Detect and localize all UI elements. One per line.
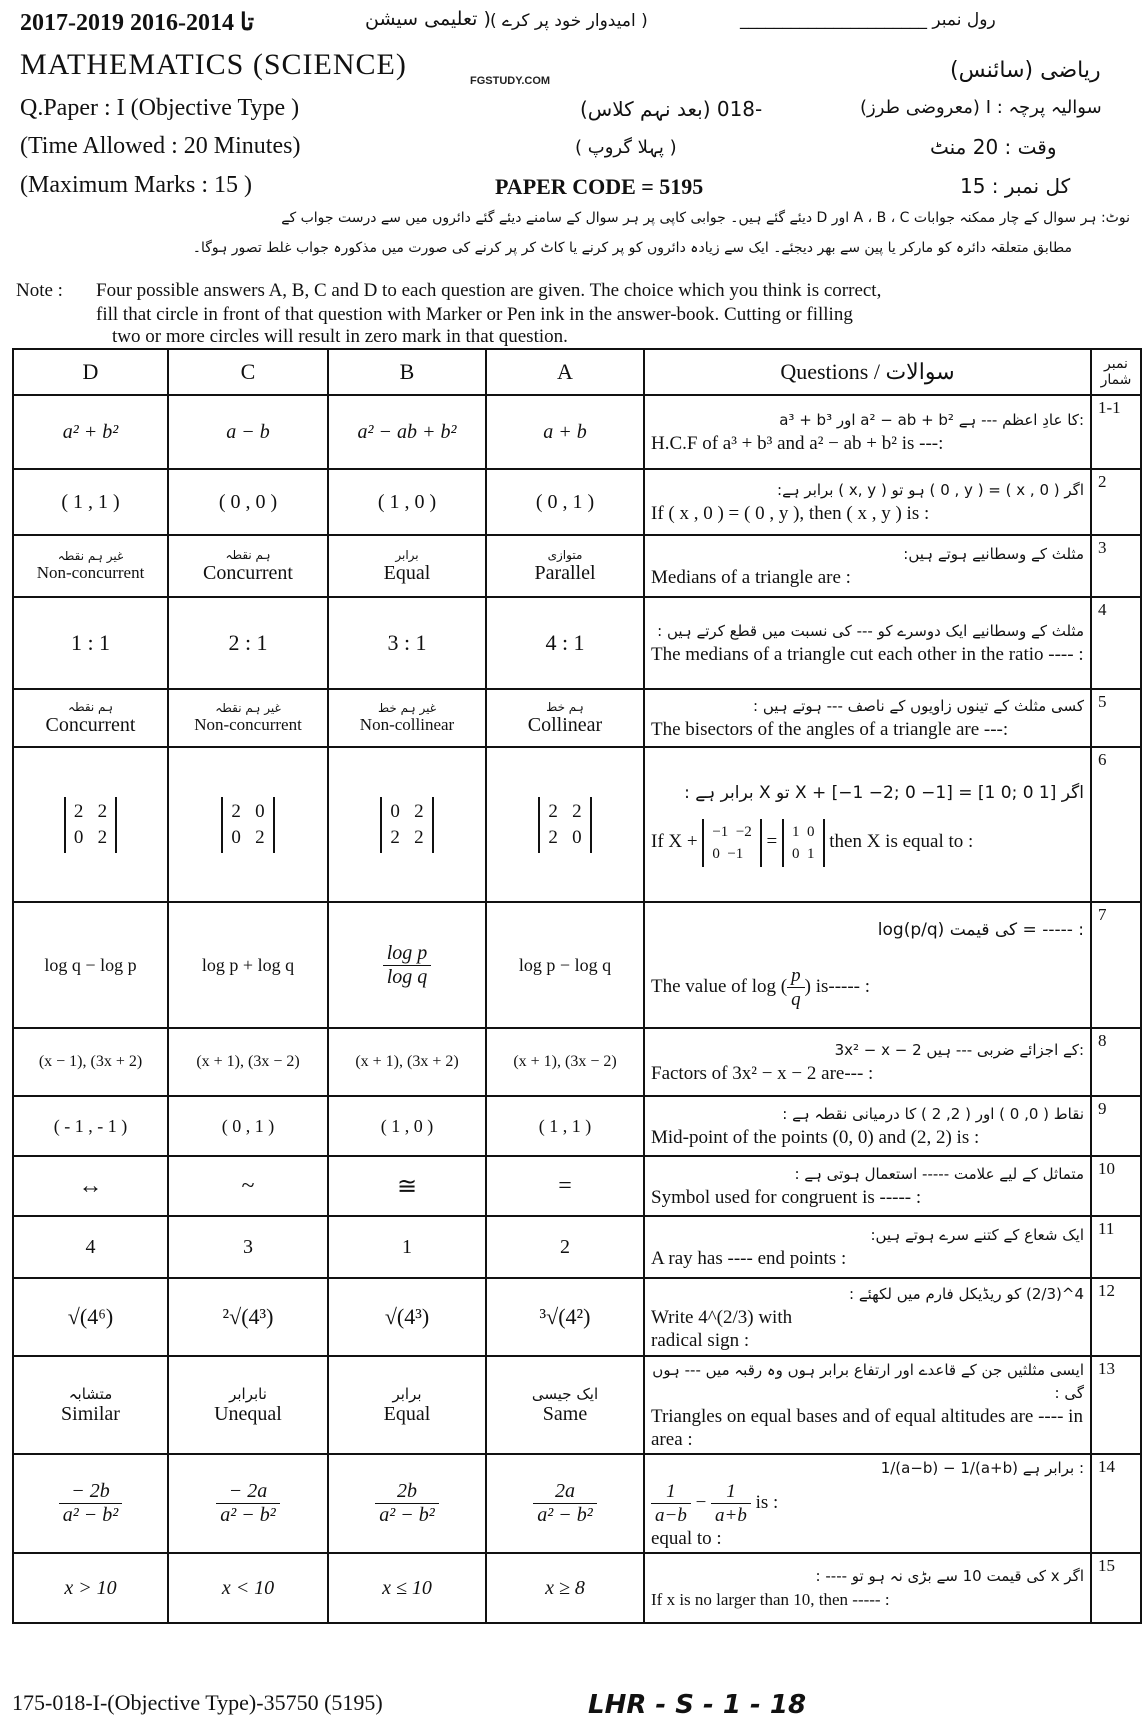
table-row [13, 469, 1141, 535]
table-row [13, 395, 1141, 469]
instructions-urdu-line-2: مطابق متعلقہ دائرہ کو مارکر یا پین سے بھر دیجئے۔ ایک سے زیادہ دائروں کو پر کرنے یا کاٹ کر پر کرنے کی صورت میں مذکورہ جواب غلط تصور ہوگا۔ [192, 240, 1072, 256]
paper-type-urdu: سوالیہ پرچہ : I (معروضی طرز) [860, 97, 1102, 118]
option-urdu: متشابہ [68, 1384, 113, 1403]
option-b[interactable]: $\frac{2b}{\text{a² − b²}}$ [328, 1454, 486, 1553]
option-b[interactable]: x ≤ 10 [328, 1553, 486, 1623]
matrix: 0 2 2 2 [380, 797, 433, 853]
header-option-a: A [486, 349, 644, 395]
header-option-d: D [13, 349, 168, 395]
option-urdu: غیر ہم خط [378, 701, 436, 715]
question-number: 2 [1091, 469, 1141, 535]
option-urdu: متوازی [547, 547, 583, 562]
question-english: A ray has ---- end points : [651, 1248, 847, 1269]
option-english: Unequal [214, 1402, 282, 1425]
table-row [13, 1028, 1141, 1096]
question-number: 1-1 [1091, 395, 1141, 469]
question-text [644, 1096, 1091, 1156]
subject-title-urdu: ریاضی (سائنس) [950, 58, 1101, 83]
option-d[interactable]: 4 [13, 1216, 168, 1278]
option-d[interactable]: 1 : 1 [13, 597, 168, 689]
question-english: H.C.F of a³ + b³ and a² − ab + b² is ---: [651, 433, 944, 454]
option-a[interactable] [486, 1356, 644, 1454]
option-b[interactable]: ( 1 , 0 ) [328, 469, 486, 535]
option-urdu: ہم نقطہ [67, 699, 114, 714]
question-urdu: 3x² − x − 2 کے اجزائے ضربی --- ہیں: [834, 1041, 1084, 1059]
question-text [644, 1553, 1091, 1623]
question-text [644, 395, 1091, 469]
time-allowed: (Time Allowed : 20 Minutes) [20, 133, 301, 159]
question-urdu: ایک شعاع کے کتنے سرے ہوتے ہیں: [870, 1226, 1084, 1244]
question-english: If x is no larger than 10, then ----- : [651, 1590, 890, 1609]
question-number: 11 [1091, 1216, 1141, 1278]
question-urdu: اگر X + [−1 −2; 0 −1] = [1 0; 0 1] تو X برابر ہے : [684, 783, 1084, 803]
question-text [644, 597, 1091, 689]
option-c[interactable]: (x + 1), (3x − 2) [168, 1028, 328, 1096]
option-c[interactable]: ( 0 , 0 ) [168, 469, 328, 535]
question-number: 5 [1091, 689, 1141, 747]
option-urdu: برابر [395, 547, 419, 562]
table-row [13, 1278, 1141, 1356]
question-urdu: ایسی مثلثیں جن کے قاعدے اور ارتفاع برابر ہوں وہ رقبہ میں --- ہوں گی : [652, 1361, 1084, 1402]
question-number: 9 [1091, 1096, 1141, 1156]
question-text [644, 1454, 1091, 1553]
option-a[interactable]: 2 [486, 1216, 644, 1278]
session-label-urdu: ( تعلیمی سیشن [365, 8, 491, 30]
option-c[interactable]: ( 0 , 1 ) [168, 1096, 328, 1156]
option-c[interactable]: a − b [168, 395, 328, 469]
time-allowed-urdu: وقت : 20 منٹ [930, 135, 1057, 159]
question-number: 6 [1091, 747, 1141, 902]
option-a[interactable]: ( 1 , 1 ) [486, 1096, 644, 1156]
option-a[interactable]: = [486, 1156, 644, 1216]
question-text [644, 689, 1091, 747]
option-c[interactable]: 3 [168, 1216, 328, 1278]
question-text [644, 1356, 1091, 1454]
question-text [644, 747, 1091, 902]
option-english: Equal [383, 561, 431, 584]
question-number: 14 [1091, 1454, 1141, 1553]
option-english: Concurrent [45, 713, 136, 736]
question-urdu: اگر ( x , 0 ) = ( 0 , y ) ہو تو ( x, y ) برابر ہے: [777, 481, 1084, 499]
question-urdu: مثلث کے وسطانیے ایک دوسرے کو --- کی نسبت میں قطع کرتے ہیں : [657, 622, 1084, 640]
option-d[interactable] [13, 747, 168, 902]
option-d[interactable]: √(4⁶) [13, 1278, 168, 1356]
option-a[interactable]: log p − log q [486, 902, 644, 1028]
question-urdu: نقاط ( 0, 0 ) اور ( 2, 2 ) کا درمیانی نقطہ ہے : [782, 1105, 1084, 1123]
option-d[interactable]: ( - 1 , - 1 ) [13, 1096, 168, 1156]
option-b[interactable] [328, 1356, 486, 1454]
table-row [13, 1454, 1141, 1553]
question-english-cont: radical sign : [651, 1329, 750, 1351]
question-number: 4 [1091, 597, 1141, 689]
table-row [13, 747, 1141, 902]
option-a[interactable]: ( 0 , 1 ) [486, 469, 644, 535]
option-b[interactable]: ( 1 , 0 ) [328, 1096, 486, 1156]
paper-code: PAPER CODE = 5195 [495, 174, 704, 199]
option-c[interactable]: log p + log q [168, 902, 328, 1028]
maximum-marks-urdu: کل نمبر : 15 [960, 174, 1071, 198]
question-number: 8 [1091, 1028, 1141, 1096]
question-urdu: 4^(2/3) کو ریڈیکل فارم میں لکھئے : [849, 1284, 1084, 1303]
note-line-2: fill that circle in front of that question with Marker or Pen ink in the answer-book. Cutting or filling [96, 304, 853, 325]
option-urdu: غیر ہم نقطہ [215, 701, 281, 715]
question-english: Triangles on equal bases and of equal altitudes are ---- in area : [651, 1406, 1083, 1450]
table-row [13, 535, 1141, 597]
question-english: If X + −1 −2 0 −1 = 1 0 0 1 then X is equal to : [651, 831, 973, 852]
question-text [644, 902, 1091, 1028]
header-option-c: C [168, 349, 328, 395]
question-urdu: اگر x کی قیمت 10 سے بڑی نہ ہو تو ---- : [815, 1567, 1084, 1585]
option-d[interactable] [13, 689, 168, 747]
option-english: Concurrent [203, 561, 293, 584]
option-c[interactable] [168, 747, 328, 902]
option-urdu: ایک جیسی [531, 1384, 599, 1403]
option-d[interactable]: a² + b² [13, 395, 168, 469]
note-line-3: two or more circles will result in zero mark in that question. [112, 326, 568, 347]
option-a[interactable] [486, 689, 644, 747]
matrix: 2 2 0 2 [64, 797, 117, 853]
option-c[interactable]: x < 10 [168, 1553, 328, 1623]
question-text [644, 1156, 1091, 1216]
option-a[interactable] [486, 747, 644, 902]
question-text [644, 1278, 1091, 1356]
option-b[interactable]: √(4³) [328, 1278, 486, 1356]
option-urdu: نابرابر [229, 1384, 267, 1403]
table-row [13, 1216, 1141, 1278]
option-english: Equal [383, 1402, 431, 1425]
option-c[interactable]: ~ [168, 1156, 328, 1216]
table-row [13, 1356, 1141, 1454]
handwritten-note: LHR - S - 1 - 18 [588, 1690, 807, 1720]
option-b[interactable]: 3 : 1 [328, 597, 486, 689]
option-b[interactable]: 1 [328, 1216, 486, 1278]
table-row [13, 597, 1141, 689]
subject-title: MATHEMATICS (SCIENCE) [20, 48, 407, 81]
question-english: Write 4^(2/3) with [651, 1306, 793, 1328]
question-urdu: a³ + b³ اور a² − ab + b² کا عادِ اعظم --- ہے: [779, 411, 1084, 429]
question-english: The value of log ( $\frac{p}{q}$ ) is----- : [651, 965, 871, 1010]
option-a[interactable]: 4 : 1 [486, 597, 644, 689]
question-english: Symbol used for congruent is ----- : [651, 1187, 922, 1208]
option-b[interactable]: $\frac{\text{log p}}{\text{log q}}$ [328, 902, 486, 1028]
option-a[interactable] [486, 535, 644, 597]
option-b[interactable]: a² − ab + b² [328, 395, 486, 469]
question-urdu: 1/(a−b) − 1/(a+b) برابر ہے : [880, 1459, 1084, 1477]
option-d[interactable] [13, 1356, 168, 1454]
option-english: Non-concurrent [194, 715, 302, 734]
questions-table [12, 348, 1142, 1624]
option-b[interactable]: ≅ [328, 1156, 486, 1216]
option-a[interactable]: x ≥ 8 [486, 1553, 644, 1623]
option-english: Same [542, 1402, 588, 1425]
candidate-note-urdu: ( امیدوار خود پر کرے ) [490, 11, 648, 31]
option-urdu: ہم نقطہ [225, 547, 271, 562]
option-c[interactable]: $\frac{- 2a}{\text{a² − b²}}$ [168, 1454, 328, 1553]
question-urdu: کسی مثلث کے تینوں زاویوں کے ناصف --- ہوتے ہیں : [753, 697, 1084, 715]
option-english: Non-concurrent [36, 563, 145, 582]
header-questions: Questions / سوالات [644, 349, 1091, 395]
option-a[interactable]: ³√(4²) [486, 1278, 644, 1356]
option-urdu: ہم خط [546, 699, 584, 714]
table-row [13, 902, 1141, 1028]
question-english: Medians of a triangle are : [651, 567, 851, 588]
option-c[interactable] [168, 535, 328, 597]
paper-class-code: -018 (بعد نہم کلاس) [580, 97, 763, 121]
option-urdu: برابر [392, 1384, 422, 1403]
matrix: 2 2 2 0 [538, 797, 591, 853]
question-english: The bisectors of the angles of a triangle are ---: [651, 719, 1009, 740]
question-english: The medians of a triangle cut each other in the ratio ---- : [651, 644, 1084, 665]
question-number: 13 [1091, 1356, 1141, 1454]
option-d[interactable]: $\frac{- 2b}{\text{a² − b²}}$ [13, 1454, 168, 1553]
option-english: Parallel [534, 561, 596, 584]
instructions-urdu-line-1: نوٹ: ہر سوال کے چار ممکنہ جوابات A ، B ، C اور D دیئے گئے ہیں۔ جوابی کاپی پر ہر سوال کے سامنے دیئے گئے دائروں میں سے درست جواب کے [281, 210, 1130, 226]
question-number: 12 [1091, 1278, 1141, 1356]
option-b[interactable] [328, 747, 486, 902]
header-option-b: B [328, 349, 486, 395]
option-c[interactable] [168, 1356, 328, 1454]
option-urdu: غیر ہم نقطہ [57, 549, 124, 563]
option-d[interactable]: ( 1 , 1 ) [13, 469, 168, 535]
option-a[interactable]: a + b [486, 395, 644, 469]
paper-type: Q.Paper : I (Objective Type ) [20, 95, 300, 121]
option-b[interactable]: (x + 1), (3x + 2) [328, 1028, 486, 1096]
footer-paper-code: 175-018-I-(Objective Type)-35750 (5195) [12, 1690, 383, 1715]
table-row [13, 1156, 1141, 1216]
question-urdu: log(p/q) کی قیمت = ----- : [877, 920, 1084, 940]
option-c[interactable]: ²√(4³) [168, 1278, 328, 1356]
option-b[interactable] [328, 689, 486, 747]
table-row [13, 689, 1141, 747]
watermark: FGSTUDY.COM [470, 75, 551, 87]
question-english: $\frac{1}{a-b}$ − $\frac{1}{a+b}$ is : [651, 1492, 778, 1513]
table-row [13, 1553, 1141, 1623]
table-header-row [13, 349, 1141, 395]
question-text [644, 1028, 1091, 1096]
option-english: Collinear [527, 713, 603, 736]
maximum-marks: (Maximum Marks : 15 ) [20, 172, 252, 198]
question-english: Mid-point of the points (0, 0) and (2, 2) is : [651, 1127, 980, 1148]
option-c[interactable] [168, 689, 328, 747]
question-english: If ( x , 0 ) = ( 0 , y ), then ( x , y ) is : [651, 503, 930, 524]
question-number: 15 [1091, 1553, 1141, 1623]
option-english: Non-collinear [359, 715, 455, 734]
note-line-1: Four possible answers A, B, C and D to each question are given. The choice which you think is correct, [96, 280, 882, 301]
option-d[interactable]: ↔ [13, 1156, 168, 1216]
question-urdu: متماثل کے لیے علامت ----- استعمال ہوتی ہے : [794, 1165, 1084, 1183]
question-english-cont: equal to : [651, 1528, 722, 1549]
option-english: Similar [61, 1402, 120, 1425]
matrix: 2 0 0 2 [221, 797, 274, 853]
question-number: 3 [1091, 535, 1141, 597]
session-years: 2017-2019 تا 2014-2016 [20, 10, 254, 36]
group-label-urdu: ( پہلا گروپ ) [575, 137, 677, 158]
question-text [644, 469, 1091, 535]
question-text [644, 1216, 1091, 1278]
option-d[interactable]: (x − 1), (3x + 2) [13, 1028, 168, 1096]
option-b[interactable] [328, 535, 486, 597]
option-a[interactable]: $\frac{2a}{\text{a² − b²}}$ [486, 1454, 644, 1553]
option-c[interactable]: 2 : 1 [168, 597, 328, 689]
option-d[interactable]: log q − log p [13, 902, 168, 1028]
option-a[interactable]: (x + 1), (3x − 2) [486, 1028, 644, 1096]
question-urdu: مثلث کے وسطانیے ہوتے ہیں: [903, 545, 1084, 563]
table-row [13, 1096, 1141, 1156]
option-d[interactable]: x > 10 [13, 1553, 168, 1623]
header-number: نمبر شمار [1091, 349, 1141, 395]
note-label: Note : [16, 280, 63, 301]
roll-number-field[interactable]: رول نمبر ______________________ [740, 10, 996, 30]
question-number: 7 [1091, 902, 1141, 1028]
question-text [644, 535, 1091, 597]
option-d[interactable] [13, 535, 168, 597]
question-number: 10 [1091, 1156, 1141, 1216]
question-english: Factors of 3x² − x − 2 are--- : [651, 1063, 874, 1084]
